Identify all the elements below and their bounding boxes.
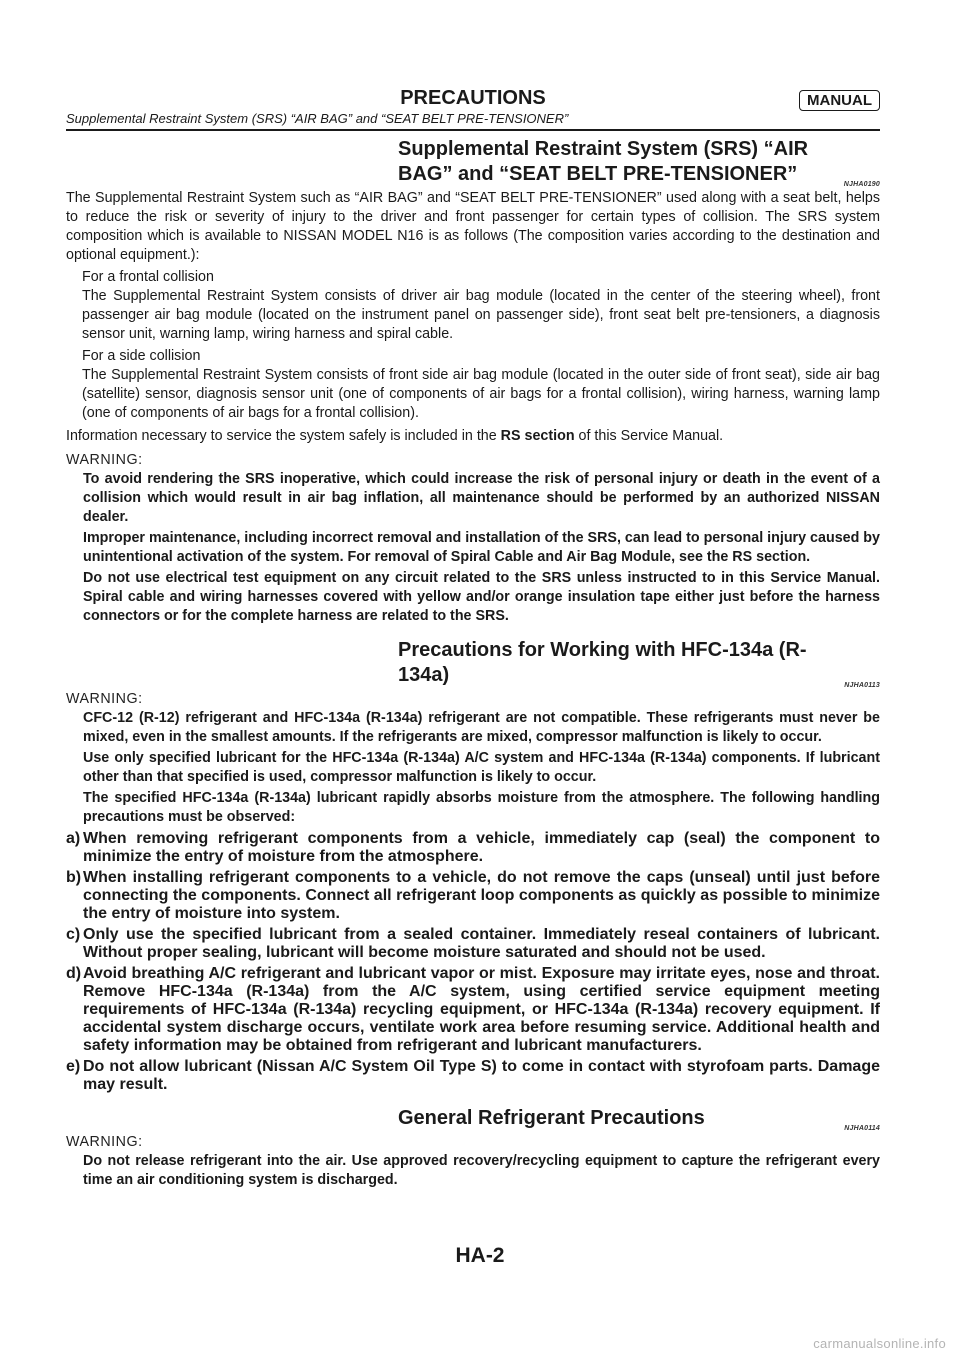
rs-section-ref: RS section — [500, 428, 575, 444]
list-item — [66, 830, 880, 866]
general-warning-1: Do not release refrigerant into the air. Use approved recovery/recycling equipment to capture the refrigerant every time an air conditioning system is discharged. — [83, 1153, 880, 1188]
rs-info — [66, 427, 880, 446]
hfc-heading — [66, 638, 880, 688]
srs-warning-1: To avoid rendering the SRS inoperative, which could increase the risk of personal injury or death in the event of a collision which would result in air bag inflation, all maintenance should be performed by an authorized NISSAN dealer. — [83, 471, 880, 525]
srs-title: Supplemental Restraint System (SRS) “AIR BAG” and “SEAT BELT PRE-TENSIONER” — [398, 138, 809, 185]
watermark: carmanualsonline.info — [813, 1336, 946, 1351]
list-text: When installing refrigerant components to a vehicle, do not remove the caps (unseal) until just before connecting the components. Connect all refrigerant loop components as quickly as possible to minimize the entry of moisture into system. — [83, 869, 880, 922]
page-number: HA-2 — [455, 1244, 505, 1267]
page-content — [66, 137, 880, 1190]
hfc-warning-1: CFC-12 (R-12) refrigerant and HFC-134a (R-134a) refrigerant are not compatible. These refrigerants must never be mixed, even in the smallest amounts. If the refrigerants are mixed, compressor malfunction is likely to occur. — [83, 710, 880, 745]
page-title: PRECAUTIONS — [400, 87, 546, 109]
list-text: When removing refrigerant components from a vehicle, immediately cap (seal) the component to minimize the entry of moisture from the atmosphere. — [83, 830, 880, 865]
list-item — [66, 1058, 880, 1094]
list-letter: b) — [66, 869, 82, 886]
general-heading — [66, 1106, 880, 1131]
header-divider — [66, 129, 880, 131]
manual-badge: MANUAL — [799, 90, 880, 111]
srs-intro: The Supplemental Restraint System such as “AIR BAG” and “SEAT BELT PRE-TENSIONER” used along with a seat belt, helps to reduce the risk or severity of injury to the driver and front passenger for certain types of collision. The SRS system composition which is available to NISSAN MODEL N16 is as follows (The composition varies according to the destination and optional equipment.): — [66, 190, 880, 263]
side-heading: For a side collision — [82, 348, 201, 364]
srs-ref-code: NJHA0190 — [843, 181, 880, 188]
general-title: General Refrigerant Precautions — [398, 1107, 705, 1129]
hfc-warning-2: Use only specified lubricant for the HFC-134a (R-134a) A/C system and HFC-134a (R-134a) components. If lubricant other than that specified is used, compressor malfunction is likely to occur. — [83, 750, 880, 785]
hfc-title: Precautions for Working with HFC-134a (R-134a) — [398, 639, 807, 686]
hfc-section — [66, 638, 880, 1094]
hfc-ref-code: NJHA0113 — [844, 682, 880, 689]
frontal-heading: For a frontal collision — [82, 269, 214, 285]
list-letter: d) — [66, 965, 82, 982]
hfc-warning-3: The specified HFC-134a (R-134a) lubricant rapidly absorbs moisture from the atmosphere. The following handling precautions must be observed: — [83, 790, 880, 825]
general-warning-label: WARNING: — [66, 1134, 143, 1150]
srs-section — [66, 137, 880, 626]
list-letter: e) — [66, 1058, 81, 1075]
general-ref-code: NJHA0114 — [844, 1125, 880, 1132]
list-text: Do not allow lubricant (Nissan A/C System Oil Type S) to come in contact with styrofoam parts. Damage may result. — [83, 1058, 880, 1093]
list-letter: c) — [66, 926, 81, 943]
rs-info-suffix: of this Service Manual. — [574, 428, 724, 444]
side-text: The Supplemental Restraint System consists of front side air bag module (located in the outer side of front seat), side air bag (satellite) sensor, diagnosis sensor unit (one of components of air bags for a frontal collision), wiring harness, warning lamp (one of components of air bags for a frontal collision). — [82, 367, 880, 421]
srs-warning-2: Improper maintenance, including incorrect removal and installation of the SRS, can lead to personal injury caused by unintentional activation of the system. For removal of Spiral Cable and Air Bag Module, see the RS section. — [83, 530, 880, 565]
hfc-warning-label: WARNING: — [66, 691, 143, 707]
rs-info-prefix: Information necessary to service the system safely is included in the — [66, 428, 501, 444]
list-text: Only use the specified lubricant from a sealed container. Immediately reseal containers of lubricant. Without proper sealing, lubricant will become moisture saturated and should not be used. — [83, 926, 880, 961]
list-item — [66, 965, 880, 1055]
page-subtitle: Supplemental Restraint System (SRS) “AIR BAG” and “SEAT BELT PRE-TENSIONER” — [66, 111, 569, 126]
list-item — [66, 869, 880, 923]
general-section — [66, 1106, 880, 1190]
srs-warning-label: WARNING: — [66, 452, 143, 468]
list-letter: a) — [66, 830, 81, 847]
frontal-text: The Supplemental Restraint System consists of driver air bag module (located in the center of the steering wheel), front passenger air bag module (located on the instrument panel on passenger side), front seat belt pre-tensioners, a diagnosis sensor unit, warning lamp, wiring harness and spiral cable. — [82, 288, 880, 342]
list-item — [66, 926, 880, 962]
srs-warning-3: Do not use electrical test equipment on any circuit related to the SRS unless instructed to in this Service Manual. Spiral cable and wiring harnesses covered with yellow and/or orange insulation tape either just before the harness connectors or for the complete harness are related to the SRS. — [83, 570, 880, 624]
list-text: Avoid breathing A/C refrigerant and lubricant vapor or mist. Exposure may irritate eyes, nose and throat. Remove HFC-134a (R-134a) from the A/C system, using certified service equipment meeting requirements of HFC-134a (R-134a) recycling equipment, or HFC-134a (R-134a) recovery equipment. If accidental system discharge occurs, ventilate work area before resuming service. Additional health and safety information may be obtained from refrigerant and lubricant manufacturers. — [83, 965, 880, 1054]
srs-heading — [66, 137, 880, 187]
